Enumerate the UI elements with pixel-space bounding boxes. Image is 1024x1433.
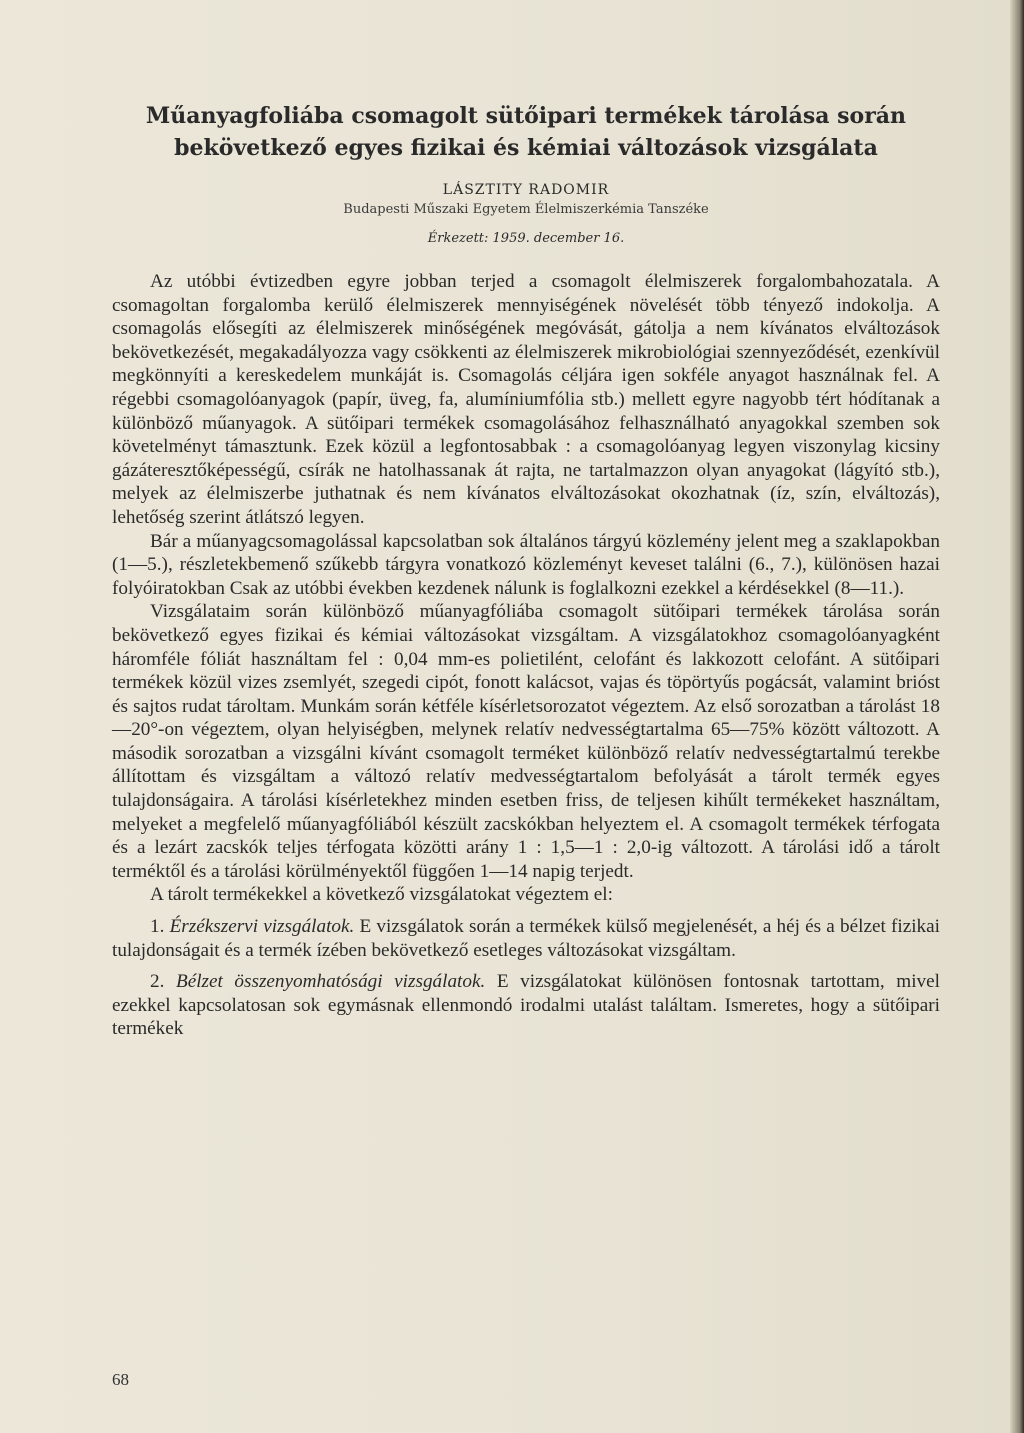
- title-line-2: bekövetkező egyes fizikai és kémiai változások vizsgálata: [174, 135, 878, 161]
- paragraph-4: A tárolt termékekkel a következő vizsgálatokat végeztem el:: [150, 884, 613, 906]
- article-body: [112, 270, 940, 1041]
- author: LÁSZTITY RADOMIR: [442, 182, 610, 198]
- article: [112, 100, 940, 1041]
- affiliation: Budapesti Műszaki Egyetem Élelmiszerkémia Tanszéke: [343, 202, 709, 217]
- page-edge-shadow: [1010, 0, 1024, 1433]
- list-item-heading: Bélzet összenyomhatósági vizsgálatok.: [175, 971, 497, 993]
- title-line-1: Műanyagfoliába csomagolt sütőipari termékek tárolása során: [145, 103, 907, 129]
- paragraph-1: Az utóbbi évtizedben egyre jobban terjed a csomagolt élelmiszerek forgalombahozatala. A csomagoltan forgalomba kerülő élelmiszerek mennyiségének növelését több tényező indokolja. A csomagolás elősegíti az élelmiszerek minőségének megóvását, gátolja a nem kívánatos elváltozások bekövetkezését, megakadályozza vagy csökkenti az élelmiszerek mikrobiológiai szennyeződését, ezenkívül megkönnyíti a kereskedelem munkáját is. Csomagolás céljára igen sokféle anyagot használnak fel. A régebbi csomagolóanyagok (papír, üveg, fa, alumíniumfólia stb.) mellett egyre nagyobb tért hódítanak a különböző műanyagok. A sütőipari termékek csomagolásához felhasználható anyagokkal szemben sok követelményt támasztunk. Ezek közül a legfontosabbak : a csomagolóanyag legyen viszonylag kicsiny gázáteresztőképességű, csírák ne hatolhassanak át rajta, ne tartalmazzon olyan anyagokat (lágyító stb.), melyek az élelmiszerbe juthatnak és nem kívánatos elváltozásokat okozhatnak (íz, szín, elváltozás), lehetőség szerint átlátszó legyen.: [112, 271, 940, 528]
- page-number: 68: [112, 1370, 129, 1389]
- list-item-2: [112, 970, 940, 1041]
- received-date: Érkezett: 1959. december 16.: [427, 231, 625, 246]
- list-item-number: 1.: [150, 916, 170, 938]
- list-item-text: E vizsgálatokat különösen fontosnak tartottam, mivel ezekkel kapcsolatosan sok egymásnak ellenmondó irodalmi utalást találtam. Ismeretes, hogy a sütőipari termékek: [112, 971, 940, 1040]
- paragraph-3: Vizsgálataim során különböző műanyagfóliába csomagolt sütőipari termékek tárolása során bekövetkező egyes fizikai és kémiai változásokat vizsgáltam. A vizsgálatokhoz csomagolóanyagként háromféle fóliát használtam fel : 0,04 mm-es polietilént, celofánt és lakkozott celofánt. A sütőipari termékek közül vizes zsemlyét, szegedi cipót, fonott kalácsot, vajas és töpörtyűs pogácsát, valamint brióst és sajtos rudat tároltam. Munkám során kétféle kísérletsorozatot végeztem. Az első sorozatban a tárolást 18—20°-on végeztem, olyan helyiségben, melynek relatív nedvességtartalma 65—75% között változott. A második sorozatban a vizsgálni kívánt csomagolt terméket különböző relatív nedvességtartalmú terekbe állítottam és vizsgáltam a változó relatív medvességtartalom befolyását a tárolt termék egyes tulajdonságaira. A tárolási kísérletekhez minden esetben friss, de teljesen kihűlt termékeket használtam, melyeket a megfelelő műanyagfóliából készült zacskókban helyeztem el. A csomagolt termékek térfogata és a lezárt zacskók teljes térfogata közötti arány 1 : 1,5—1 : 2,0-ig változott. A tárolási idő a tárolt terméktől és a tárolási körülményektől függően 1—14 napig terjedt.: [112, 601, 941, 882]
- paragraph-2: Bár a műanyagcsomagolással kapcsolatban sok általános tárgyú közlemény jelent meg a szaklapokban (1—5.), részletekbemenő szűkebb tárgyra vonatkozó közleményt keveset találni (6., 7.), különösen hazai folyóiratokban Csak az utóbbi években kezdenek nálunk is foglalkozni ezekkel a kérdésekkel (8—11.).: [112, 530, 940, 599]
- list-item-text: E vizsgálatok során a termékek külső megjelenését, a héj és a bélzet fizikai tulajdonságait és a termék ízében bekövetkező esetleges változásokat vizsgáltam.: [112, 916, 940, 961]
- list-item-number: 2.: [150, 971, 176, 993]
- article-title: [112, 100, 940, 164]
- list-item-heading: Érzékszervi vizsgálatok.: [169, 916, 360, 938]
- list-item-1: [112, 915, 940, 962]
